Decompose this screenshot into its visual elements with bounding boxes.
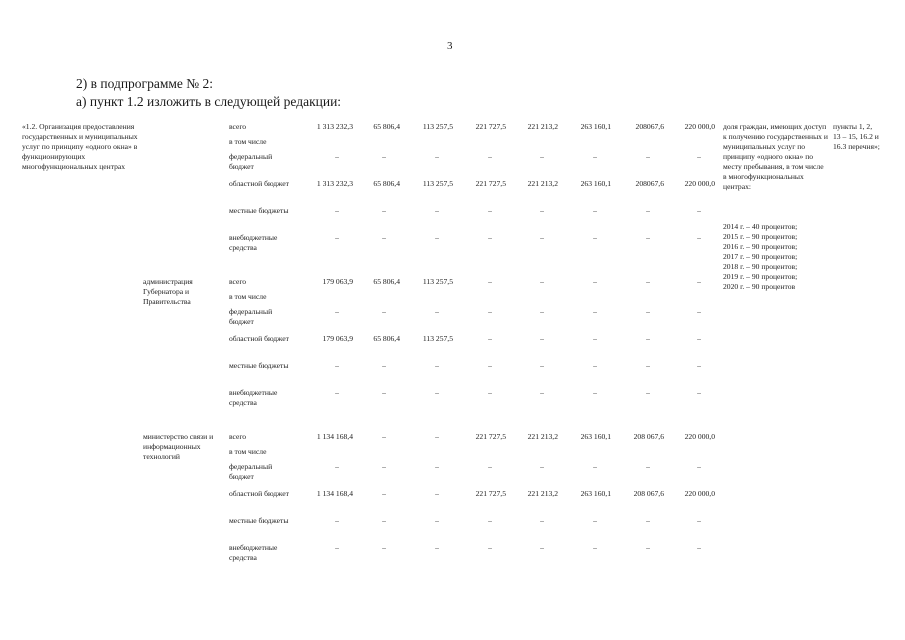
funding-cell: –: [540, 307, 544, 316]
funding-cell: –: [435, 233, 439, 242]
funding-cell: –: [382, 361, 386, 370]
funding-cell: –: [540, 277, 544, 286]
funding-cell: –: [335, 152, 339, 161]
funding-cell: –: [335, 361, 339, 370]
funding-cell: –: [697, 543, 701, 552]
funding-cell: 1 313 232,3: [316, 122, 353, 131]
funding-cell: –: [697, 462, 701, 471]
funding-cell: –: [435, 432, 439, 441]
funding-cell: –: [593, 334, 597, 343]
funding-cell: –: [488, 307, 492, 316]
funding-cell: –: [335, 233, 339, 242]
funding-cell: –: [593, 152, 597, 161]
funding-cell: –: [646, 334, 650, 343]
funding-cell: –: [335, 462, 339, 471]
funding-cell: –: [646, 462, 650, 471]
funding-cell: –: [540, 233, 544, 242]
funding-cell: –: [435, 361, 439, 370]
funding-cell: 220 000,0: [684, 432, 715, 441]
funding-cell: –: [697, 277, 701, 286]
funding-cell: –: [435, 388, 439, 397]
executor-ministry: министерство связи и информационных технологий: [143, 432, 214, 461]
funding-cell: –: [593, 388, 597, 397]
source-label: федеральный бюджет: [229, 462, 273, 481]
funding-cell: 221 213,2: [527, 489, 558, 498]
funding-cell: 208 067,6: [633, 432, 664, 441]
funding-cell: –: [382, 388, 386, 397]
source-label: местные бюджеты: [229, 516, 289, 525]
funding-cell: 220 000,0: [684, 122, 715, 131]
source-label: в том числе: [229, 137, 267, 146]
funding-cell: –: [646, 307, 650, 316]
funding-cell: –: [593, 277, 597, 286]
funding-cell: 65 806,4: [373, 179, 400, 188]
funding-cell: 221 213,2: [527, 432, 558, 441]
funding-cell: –: [593, 516, 597, 525]
funding-cell: –: [697, 361, 701, 370]
source-label: областной бюджет: [229, 489, 289, 498]
funding-cell: 221 727,5: [475, 489, 506, 498]
indicator-text: доля граждан, имеющих доступ к получению государственных и муниципальных услуг по принципу «одного окна» по месту пребывания, в том числе в многофункциональных центрах:: [723, 122, 828, 191]
funding-cell: –: [593, 361, 597, 370]
funding-cell: 263 160,1: [580, 179, 611, 188]
funding-cell: –: [540, 334, 544, 343]
funding-cell: –: [488, 233, 492, 242]
funding-cell: –: [435, 543, 439, 552]
funding-cell: –: [382, 233, 386, 242]
funding-cell: –: [593, 307, 597, 316]
funding-cell: –: [488, 516, 492, 525]
funding-cell: 65 806,4: [373, 334, 400, 343]
funding-cell: 208 067,6: [633, 489, 664, 498]
heading-item-edit: а) пункт 1.2 изложить в следующей редакции:: [76, 94, 342, 109]
funding-cell: –: [382, 307, 386, 316]
funding-cell: –: [488, 361, 492, 370]
source-label: внебюджетные средства: [229, 543, 278, 562]
funding-cell: 113 257,5: [422, 179, 453, 188]
funding-cell: –: [697, 152, 701, 161]
funding-cell: –: [646, 543, 650, 552]
indicator-year: 2015 г. – 90 процентов;: [723, 232, 798, 241]
funding-cell: 221 727,5: [475, 179, 506, 188]
funding-cell: 221 213,2: [527, 179, 558, 188]
funding-cell: –: [646, 516, 650, 525]
item-title: «1.2. Организация предоставления государственных и муниципальных услуг по принципу «одного окна» в функционирующих многофункциональных центрах: [22, 122, 138, 171]
source-label: местные бюджеты: [229, 206, 289, 215]
source-label: внебюджетные средства: [229, 233, 278, 252]
funding-cell: –: [593, 206, 597, 215]
funding-cell: –: [540, 462, 544, 471]
indicator-year: 2016 г. – 90 процентов;: [723, 242, 798, 251]
funding-cell: 1 134 168,4: [316, 432, 353, 441]
funding-cell: 1 313 232,3: [316, 179, 353, 188]
funding-cell: 208067,6: [635, 122, 664, 131]
indicator-year: 2020 г. – 90 процентов: [723, 282, 796, 291]
funding-cell: 113 257,5: [422, 277, 453, 286]
indicator-year: 2014 г. – 40 процентов;: [723, 222, 798, 231]
funding-cell: –: [540, 516, 544, 525]
funding-cell: –: [540, 543, 544, 552]
funding-cell: 263 160,1: [580, 122, 611, 131]
funding-cell: –: [488, 334, 492, 343]
funding-cell: –: [646, 152, 650, 161]
source-label: всего: [229, 122, 247, 131]
funding-cell: –: [435, 152, 439, 161]
funding-cell: –: [540, 152, 544, 161]
funding-cell: –: [646, 277, 650, 286]
funding-cell: –: [697, 334, 701, 343]
funding-cell: –: [646, 206, 650, 215]
source-label: областной бюджет: [229, 179, 289, 188]
funding-cell: –: [593, 233, 597, 242]
source-label: в том числе: [229, 292, 267, 301]
funding-cell: 1 134 168,4: [316, 489, 353, 498]
funding-cell: –: [488, 462, 492, 471]
indicator-year: 2017 г. – 90 процентов;: [723, 252, 798, 261]
indicator-year: 2019 г. – 90 процентов;: [723, 272, 798, 281]
funding-cell: –: [335, 516, 339, 525]
funding-cell: 65 806,4: [373, 277, 400, 286]
funding-cell: –: [488, 388, 492, 397]
funding-cell: –: [435, 462, 439, 471]
funding-cell: –: [646, 361, 650, 370]
funding-cell: –: [697, 206, 701, 215]
funding-cell: –: [382, 516, 386, 525]
reference-text: пункты 1, 2, 13 – 15, 16.2 и 16.3 перечня»;: [833, 122, 880, 151]
funding-cell: –: [435, 206, 439, 215]
funding-cell: –: [435, 489, 439, 498]
funding-cell: –: [593, 462, 597, 471]
source-label: местные бюджеты: [229, 361, 289, 370]
page-number: 3: [447, 40, 453, 52]
source-label: внебюджетные средства: [229, 388, 278, 407]
funding-cell: –: [488, 277, 492, 286]
funding-cell: –: [382, 206, 386, 215]
funding-cell: –: [335, 388, 339, 397]
funding-cell: –: [382, 489, 386, 498]
funding-cell: –: [488, 543, 492, 552]
funding-cell: –: [540, 361, 544, 370]
funding-cell: –: [435, 307, 439, 316]
funding-cell: –: [382, 543, 386, 552]
funding-cell: –: [697, 516, 701, 525]
funding-cell: 221 727,5: [475, 432, 506, 441]
funding-cell: 65 806,4: [373, 122, 400, 131]
funding-cell: –: [697, 388, 701, 397]
funding-cell: –: [540, 206, 544, 215]
funding-cell: –: [488, 206, 492, 215]
source-label: в том числе: [229, 447, 267, 456]
source-label: федеральный бюджет: [229, 307, 273, 326]
funding-cell: 113 257,5: [422, 334, 453, 343]
funding-cell: 221 213,2: [527, 122, 558, 131]
funding-cell: –: [646, 233, 650, 242]
funding-cell: –: [540, 388, 544, 397]
funding-cell: 208067,6: [635, 179, 664, 188]
funding-cell: –: [488, 152, 492, 161]
funding-cell: –: [382, 152, 386, 161]
funding-cell: 263 160,1: [580, 432, 611, 441]
funding-cell: –: [335, 543, 339, 552]
source-label: всего: [229, 432, 247, 441]
funding-cell: 221 727,5: [475, 122, 506, 131]
source-label: федеральный бюджет: [229, 152, 273, 171]
funding-cell: –: [593, 543, 597, 552]
source-label: областной бюджет: [229, 334, 289, 343]
funding-cell: 220 000,0: [684, 489, 715, 498]
funding-cell: –: [697, 307, 701, 316]
funding-cell: 263 160,1: [580, 489, 611, 498]
funding-cell: –: [646, 388, 650, 397]
funding-cell: –: [335, 307, 339, 316]
funding-cell: 113 257,5: [422, 122, 453, 131]
source-label: всего: [229, 277, 247, 286]
funding-cell: 220 000,0: [684, 179, 715, 188]
indicator-year: 2018 г. – 90 процентов;: [723, 262, 798, 271]
heading-subprogram: 2) в подпрограмме № 2:: [76, 76, 214, 91]
funding-cell: –: [335, 206, 339, 215]
funding-cell: –: [435, 516, 439, 525]
funding-cell: 179 063,9: [322, 334, 353, 343]
funding-cell: –: [382, 462, 386, 471]
funding-cell: –: [697, 233, 701, 242]
funding-cell: –: [382, 432, 386, 441]
funding-cell: 179 063,9: [322, 277, 353, 286]
executor-administration: администрация Губернатора и Правительства: [143, 277, 193, 306]
indicator-years: [723, 222, 797, 292]
